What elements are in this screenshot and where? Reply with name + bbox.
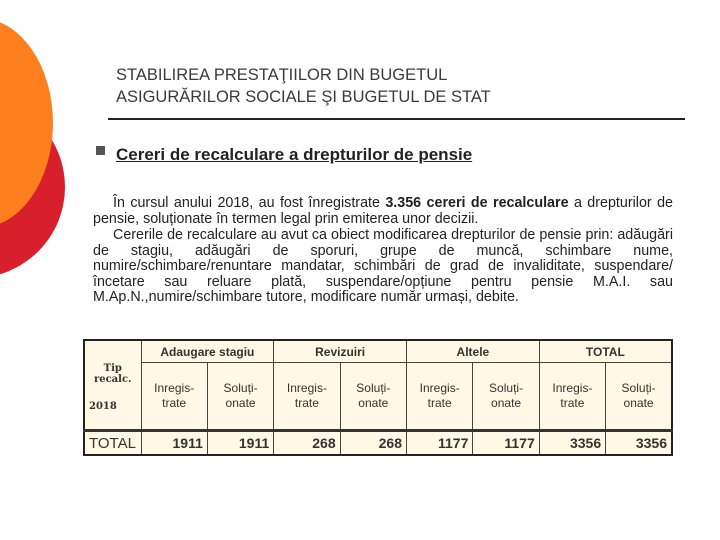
sub-header-registered: Inregis- trate — [539, 363, 605, 431]
p1-text: În cursul anului 2018, au fost înregistrate — [113, 195, 386, 211]
sub-header-registered: Inregis- trate — [274, 363, 340, 431]
title-line-2: ASIGURĂRILOR SOCIALE ŞI BUGETUL DE STAT — [116, 88, 491, 106]
group-header: TOTAL — [539, 340, 672, 363]
title-divider — [108, 118, 685, 120]
sub-header-solved: Soluți- onate — [606, 363, 672, 431]
section-heading: Cereri de recalculare a drepturilor de pensie — [116, 145, 473, 164]
decorative-circles — [0, 0, 70, 280]
total-cell: 1911 — [207, 431, 273, 456]
total-cell: 1911 — [141, 431, 207, 456]
bullet-icon — [96, 146, 105, 155]
p1-text-end: a drepturilor de pensie, soluționate în termen legal prin emiterea unor decizii. — [93, 195, 673, 227]
recalculation-table — [83, 339, 673, 456]
total-cell: 3356 — [539, 431, 605, 456]
page-title — [116, 64, 676, 108]
corner-year: 2018 — [89, 401, 117, 412]
corner-tip: Tip — [103, 363, 122, 374]
total-cell: 1177 — [473, 431, 539, 456]
group-header: Adaugare stagiu — [141, 340, 274, 363]
group-header: Revizuiri — [274, 340, 407, 363]
title-line-1: STABILIREA PRESTAŢIILOR DIN BUGETUL — [116, 66, 448, 84]
p1-bold: 3.356 cereri de recalculare — [385, 195, 569, 211]
sub-header-registered: Inregis- trate — [407, 363, 473, 431]
sub-header-registered: Inregis- trate — [141, 363, 207, 431]
group-header: Altele — [407, 340, 540, 363]
paragraph-2 — [93, 228, 673, 306]
total-cell: 3356 — [606, 431, 672, 456]
total-cell: 268 — [274, 431, 340, 456]
corner-cell — [84, 340, 141, 431]
sub-header-solved: Soluți- onate — [473, 363, 539, 431]
p2-text: Cererile de recalculare au avut ca obiect modificarea drepturilor de pensie prin: adăugări de stagiu, adăugări de sporuri, grupe de muncă, schimbare nume, numire/schimbare/renuntare mandatar, schimbări de grad de invaliditate, suspendare/încetare sau reluare plată, suspendare/opțiune pentru pensie M.A.I. sau M.Ap.N.,numire/schimbare tutore, modificare număr urmași, debite. — [93, 227, 673, 305]
sub-header-solved: Soluți- onate — [207, 363, 273, 431]
total-cell: 1177 — [407, 431, 473, 456]
table-row-total — [84, 431, 672, 456]
total-cell: 268 — [340, 431, 406, 456]
sub-header-solved: Soluți- onate — [340, 363, 406, 431]
paragraph-1 — [93, 196, 673, 227]
total-label: TOTAL — [84, 431, 141, 456]
corner-recalc: recalc. — [93, 374, 132, 385]
